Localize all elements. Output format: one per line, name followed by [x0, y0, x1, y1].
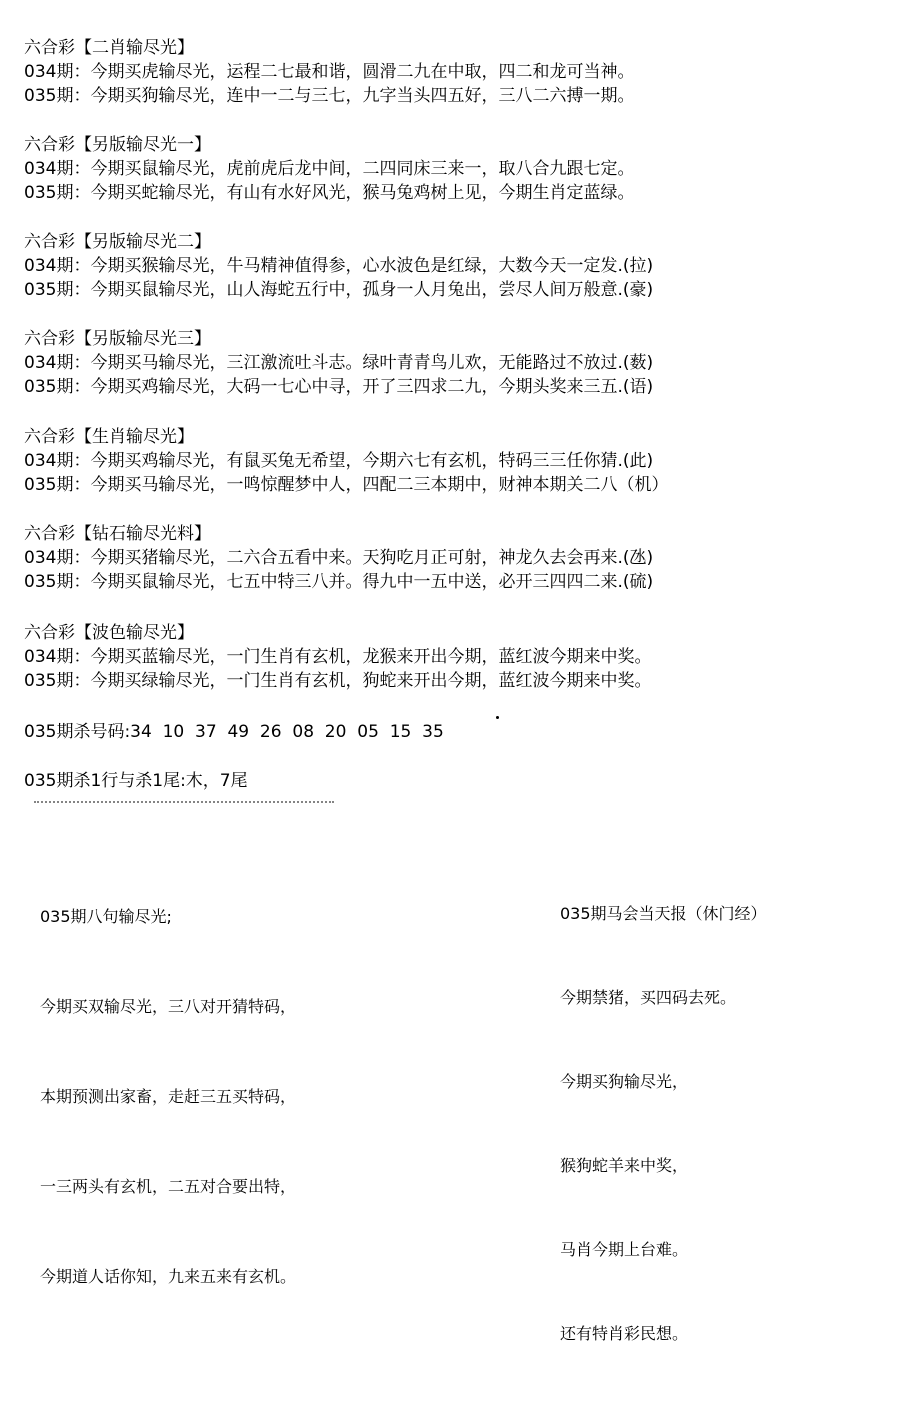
section-title: 六合彩【另版输尽光三】: [24, 329, 211, 349]
section-6: [24, 522, 904, 594]
right-box-line: 猴狗蛇羊来中奖，: [560, 1156, 689, 1175]
section-title: 六合彩【二肖输尽光】: [24, 38, 194, 58]
period-line-034: 034期：今期买猴输尽光，牛马精神值得参，心水波色是红绿，大数今天一定发.(拉): [24, 256, 654, 276]
section-4: [24, 327, 904, 399]
left-box-line: 一三两头有玄机，二五对合要出特，: [40, 1177, 297, 1196]
period-line-035: 035期：今期买鼠输尽光，山人海蛇五行中，孤身一人月兔出，尝尽人间万般意.(豪): [24, 280, 654, 300]
right-box-line: 今期买狗输尽光，: [560, 1072, 689, 1091]
left-box-line: 今期买双输尽光，三八对开猜特码，: [40, 997, 297, 1016]
right-box-line: 马肖今期上台难。: [560, 1240, 689, 1259]
period-line-035: 035期：今期买狗输尽光，连中一二与三七，九字当头四五好，三八二六搏一期。: [24, 86, 635, 106]
section-title: 六合彩【钻石输尽光料】: [24, 524, 211, 544]
section-7: [24, 621, 904, 693]
section-title: 六合彩【另版输尽光二】: [24, 232, 211, 252]
section-title: 六合彩【另版输尽光一】: [24, 135, 211, 155]
right-box-line: 今期禁猪，买四码去死。: [560, 988, 737, 1007]
period-line-034: 034期：今期买蓝输尽光，一门生肖有玄机，龙猴来开出今期，蓝红波今期来中奖。: [24, 647, 652, 667]
section-title: 六合彩【生肖输尽光】: [24, 427, 194, 447]
left-box-heading: 035期八句输尽光;: [40, 907, 172, 926]
kill-line-tail: 035期杀1行与杀1尾:木，7尾: [24, 771, 248, 791]
right-box-heading: 035期马会当天报（休门经）: [560, 904, 767, 923]
section-2: [24, 133, 904, 205]
left-verse-box: [40, 842, 296, 1352]
period-line-034: 034期：今期买鸡输尽光，有鼠买兔无希望，今期六七有玄机，特码三三任你猜.(此): [24, 451, 654, 471]
period-line-034: 034期：今期买虎输尽光，运程二七最和谐，圆滑二九在中取，四二和龙可当神。: [24, 62, 635, 82]
period-line-035: 035期：今期买鼠输尽光，七五中特三八并。得九中一五中送，必开三四四二来.(硫): [24, 572, 654, 592]
print-speck: [496, 716, 499, 719]
period-line-034: 034期：今期买猪输尽光，二六合五看中来。天狗吃月正可射，神龙久去会再来.(氹): [24, 548, 654, 568]
period-line-034: 034期：今期买马输尽光，三江激流吐斗志。绿叶青青鸟儿欢，无能路过不放过.(薮): [24, 353, 654, 373]
left-box-line: 今期道人话你知，九来五来有玄机。: [40, 1267, 297, 1286]
right-verse-box: [560, 844, 767, 1404]
cut-off-text-remnant: [34, 801, 334, 811]
left-box-line: 本期预测出家畜，走赶三五买特码，: [40, 1087, 297, 1106]
section-5: [24, 425, 904, 497]
section-title: 六合彩【波色输尽光】: [24, 623, 194, 643]
period-line-034: 034期：今期买鼠输尽光，虎前虎后龙中间，二四同床三来一，取八合九跟七定。: [24, 159, 635, 179]
period-line-035: 035期：今期买绿输尽光，一门生肖有玄机，狗蛇来开出今期，蓝红波今期来中奖。: [24, 671, 652, 691]
period-line-035: 035期：今期买鸡输尽光，大码一七心中寻，开了三四求二九，今期头奖来三五.(语): [24, 377, 654, 397]
section-1: [24, 36, 904, 108]
kill-numbers-line: 035期杀号码:34 10 37 49 26 08 20 05 15 35: [24, 722, 444, 742]
right-box-line: 还有特肖彩民想。: [560, 1324, 689, 1343]
period-line-035: 035期：今期买马输尽光，一鸣惊醒梦中人，四配二三本期中，财神本期关二八（机）: [24, 475, 669, 495]
period-line-035: 035期：今期买蛇输尽光，有山有水好风光，猴马兔鸡树上见，今期生肖定蓝绿。: [24, 183, 635, 203]
section-3: [24, 230, 904, 302]
